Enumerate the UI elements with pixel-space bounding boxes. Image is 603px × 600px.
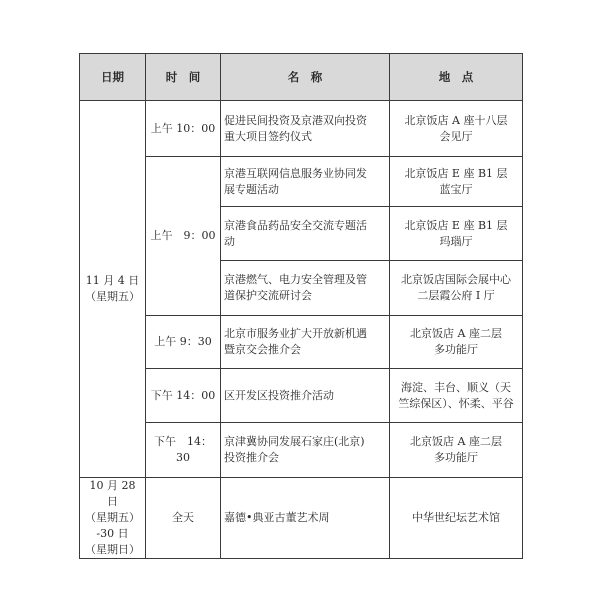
- event-place-line: 中华世纪坛艺术馆: [412, 511, 500, 524]
- table-row: [80, 101, 523, 157]
- event-place-cell: [390, 261, 523, 316]
- date-cell-nov4: [80, 101, 146, 478]
- table-row: [80, 316, 523, 369]
- table-row: [80, 369, 523, 423]
- header-row: [80, 54, 523, 101]
- event-name-line: 北京市服务业扩大开放新机遇: [224, 327, 367, 340]
- date-cell-oct28-30: [80, 478, 146, 559]
- header-place: 地 点: [390, 54, 523, 101]
- time-cell: 下午 14：30: [146, 423, 221, 478]
- date-line: （星期五）: [85, 290, 140, 303]
- table-row: [80, 478, 523, 559]
- table-row: [80, 157, 523, 207]
- table-row: [80, 423, 523, 478]
- event-place-line: 二层霞公府 I 厅: [417, 289, 495, 302]
- time-cell: 上午 10：00: [146, 101, 221, 157]
- header-time: 时 间: [146, 54, 221, 101]
- event-name-line: 重大项目签约仪式: [224, 129, 312, 143]
- time-cell: 上午 9：30: [146, 316, 221, 369]
- event-place-line: 北京饭店 A 座十八层: [404, 113, 508, 127]
- event-name-line: 促进民间投资及京港双向投资: [224, 113, 367, 127]
- time-cell: 全天: [146, 478, 221, 559]
- schedule-table: [79, 53, 523, 559]
- event-place-line: 多功能厅: [434, 343, 478, 356]
- event-name-line: 京港互联网信息服务业协同发: [224, 166, 367, 180]
- time-cell: 上午 9：00: [146, 157, 221, 316]
- header-date: 日期: [80, 54, 146, 101]
- event-name-cell: [221, 207, 390, 261]
- event-name-cell: [221, 478, 390, 559]
- date-line: 10 月 28 日: [89, 479, 136, 508]
- date-line: （星期日）: [85, 543, 140, 556]
- event-place-line: 会见厅: [439, 129, 473, 143]
- event-place-cell: [390, 316, 523, 369]
- date-line: 11 月 4 日: [85, 274, 140, 287]
- event-place-line: 竺综保区）、怀柔、平谷: [398, 396, 514, 410]
- event-place-cell: [390, 101, 523, 157]
- date-line: -30 日: [96, 527, 129, 540]
- event-name-line: 京港燃气、电力安全管理及管: [224, 273, 367, 286]
- event-name-cell: [221, 261, 390, 316]
- event-place-line: 蓝宝厅: [439, 182, 473, 196]
- event-place-line: 北京饭店 E 座 B1 层: [404, 166, 508, 180]
- event-name-line: 暨京交会推介会: [224, 343, 301, 356]
- event-place-line: 北京饭店 A 座二层: [410, 435, 502, 448]
- event-place-line: 海淀、丰台、顺义（天: [401, 380, 511, 394]
- event-place-cell: [390, 207, 523, 261]
- event-place-line: 多功能厅: [434, 451, 478, 464]
- date-line: （星期五）: [85, 511, 140, 524]
- event-place-line: 北京饭店国际会展中心: [401, 273, 511, 286]
- event-name-line: 展专题活动: [224, 182, 279, 196]
- event-name-cell: [221, 101, 390, 157]
- event-name-line: 区开发区投资推介活动: [224, 388, 334, 402]
- event-name-cell: [221, 369, 390, 423]
- event-place-cell: [390, 157, 523, 207]
- event-name-line: 京港食品药品安全交流专题活: [224, 218, 367, 232]
- header-name: 名 称: [221, 54, 390, 101]
- event-name-line: 道保护交流研讨会: [224, 289, 312, 302]
- event-name-line: 嘉德•典亚古董艺术周: [224, 511, 330, 524]
- event-name-cell: [221, 316, 390, 369]
- event-place-cell: [390, 369, 523, 423]
- event-name-cell: [221, 157, 390, 207]
- event-place-cell: [390, 478, 523, 559]
- event-place-line: 北京饭店 E 座 B1 层: [404, 218, 508, 232]
- event-name-line: 京津冀协同发展石家庄(北京): [224, 435, 365, 448]
- event-place-line: 玛瑙厅: [439, 234, 473, 248]
- event-name-line: 动: [224, 234, 235, 248]
- event-place-cell: [390, 423, 523, 478]
- event-place-line: 北京饭店 A 座二层: [410, 327, 502, 340]
- event-name-cell: [221, 423, 390, 478]
- time-cell: 下午 14：00: [146, 369, 221, 423]
- event-name-line: 投资推介会: [224, 451, 279, 464]
